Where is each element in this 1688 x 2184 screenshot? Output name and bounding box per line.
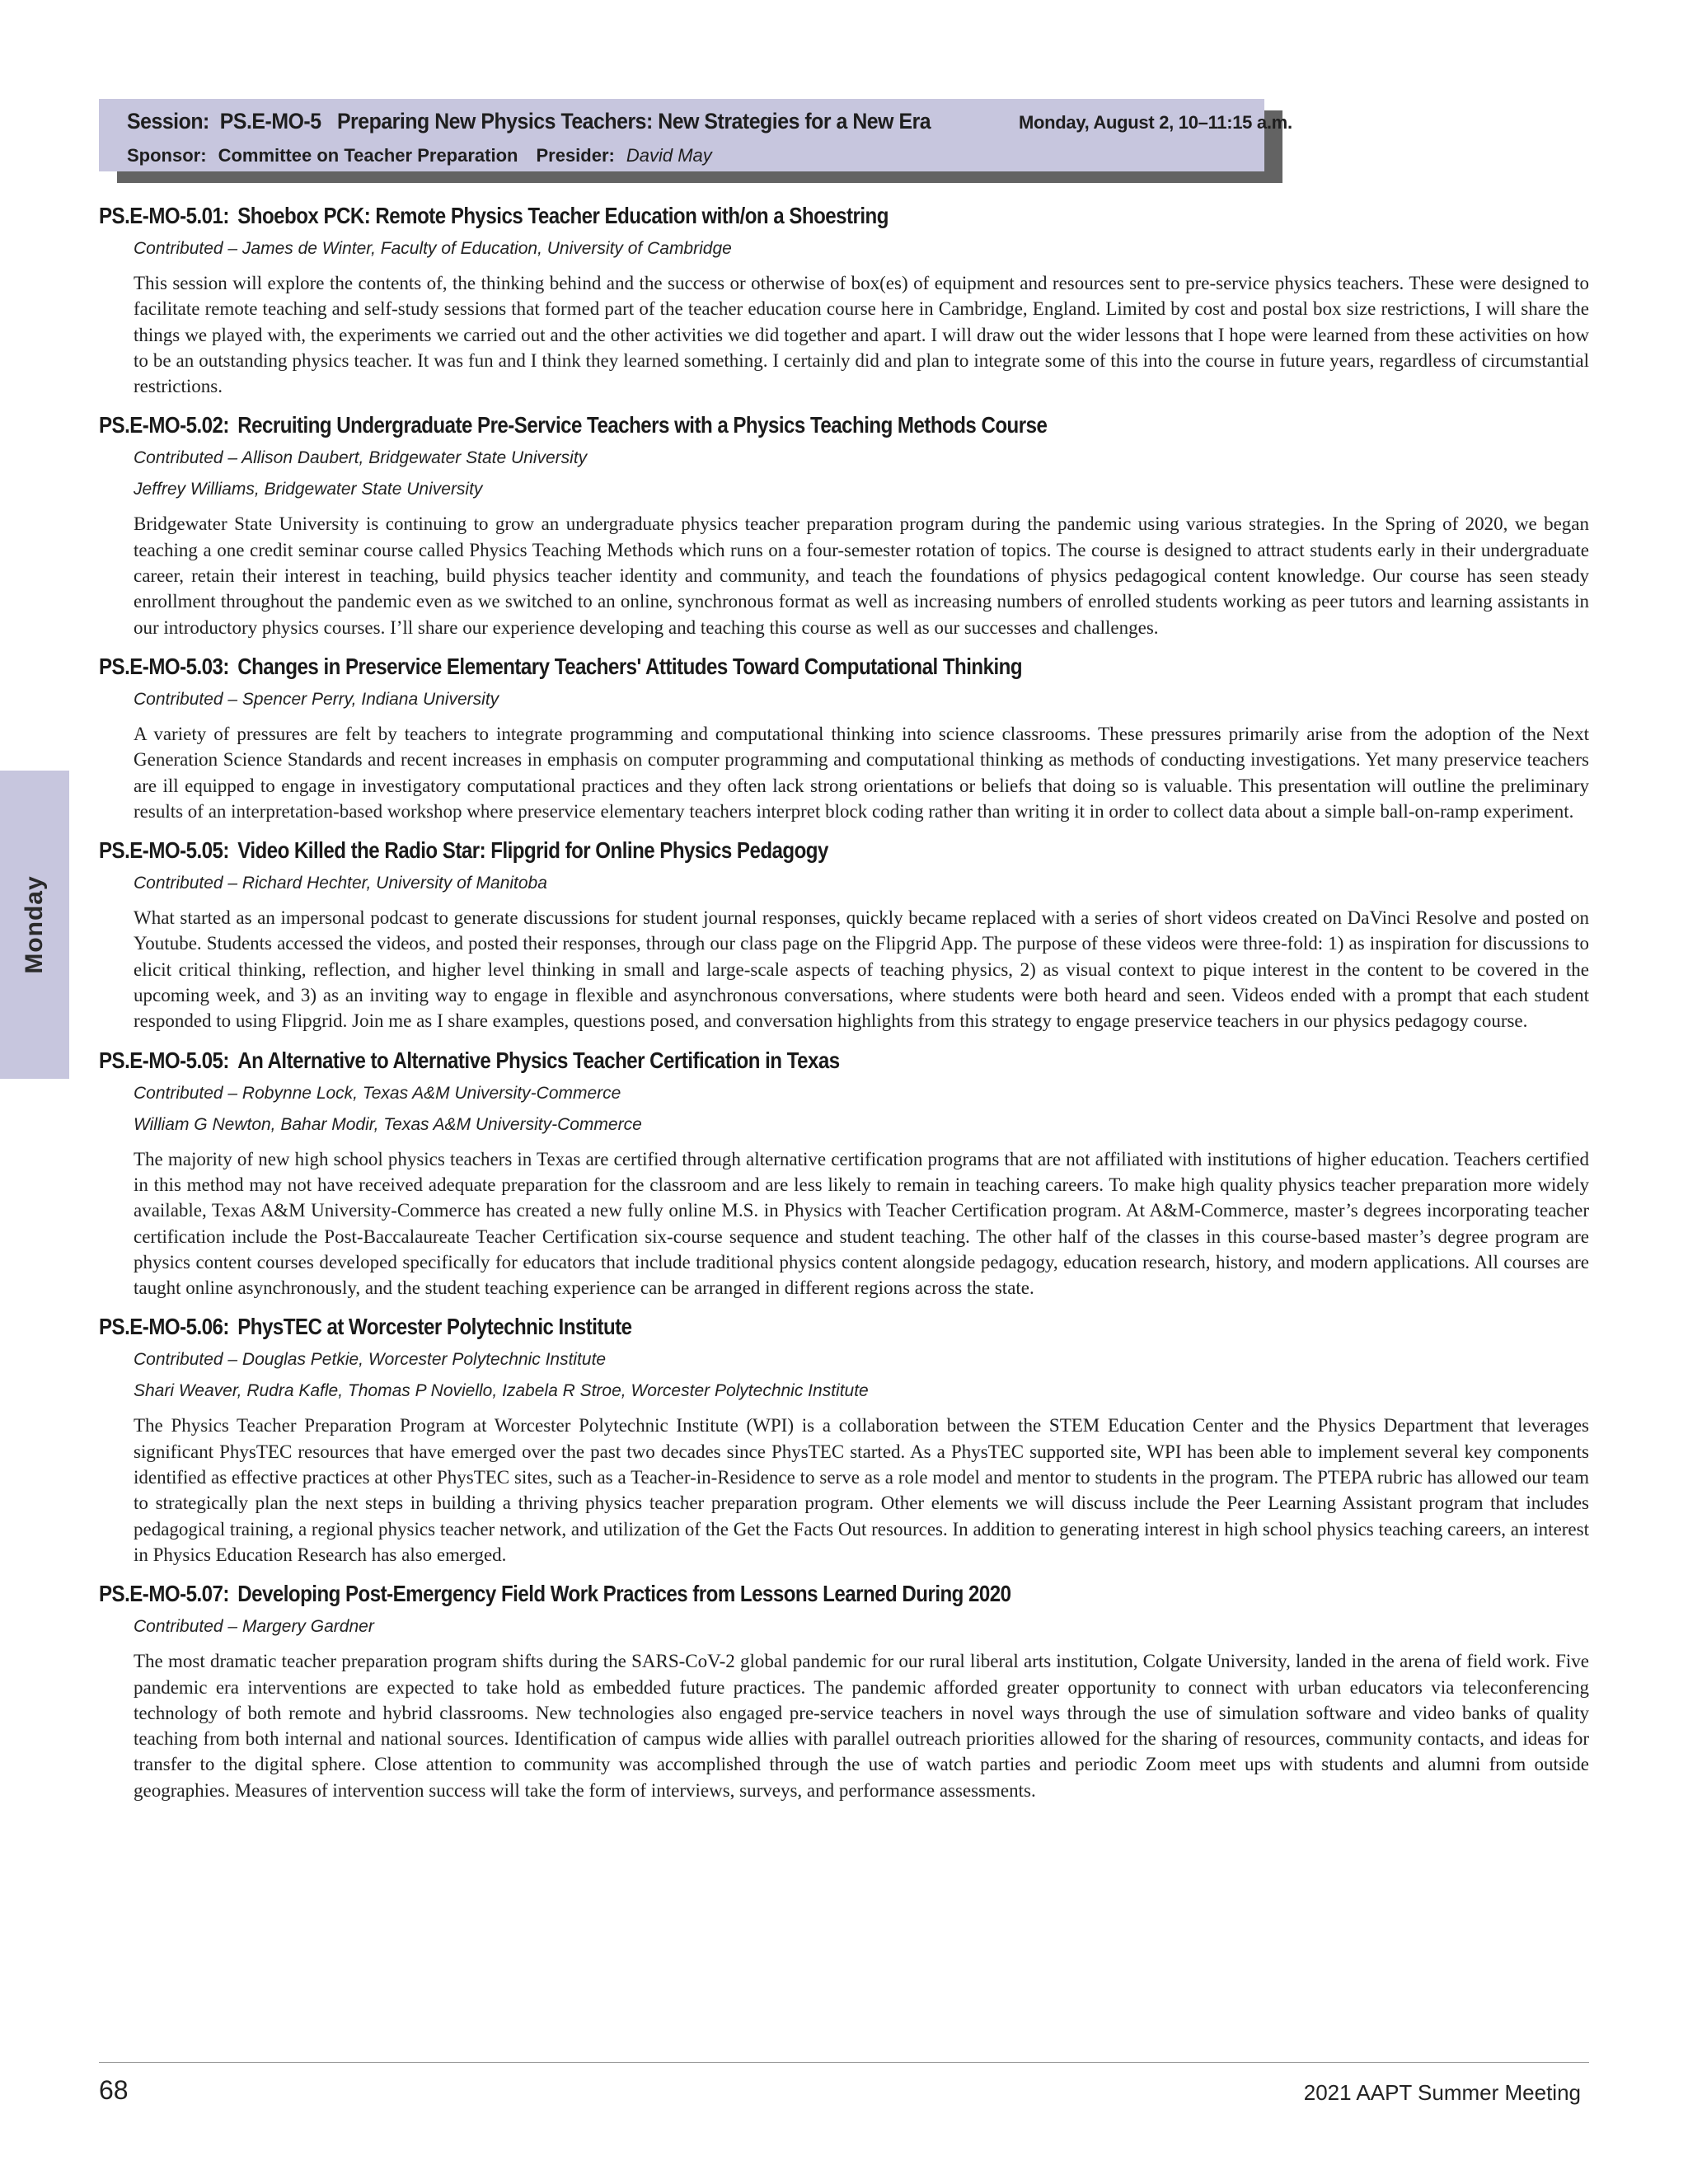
abstract-title-text: Developing Post-Emergency Field Work Practices from Lessons Learned During 2020 — [237, 1581, 1011, 1607]
abstract-title — [99, 1314, 1381, 1340]
abstract-title — [99, 203, 1381, 229]
abstract-title-text: Shoebox PCK: Remote Physics Teacher Education with/on a Shoestring — [237, 203, 889, 228]
abstract-code: PS.E-MO-5.06: — [99, 1314, 229, 1340]
presider-name: David May — [626, 145, 712, 166]
abstract-entry — [99, 1047, 1589, 1301]
abstract-entry — [99, 412, 1589, 640]
abstract-code: PS.E-MO-5.02: — [99, 412, 229, 438]
abstract-author: Contributed – Douglas Petkie, Worcester Polytechnic Institute — [134, 1350, 607, 1370]
abstract-code: PS.E-MO-5.01: — [99, 203, 229, 228]
session-title-line — [127, 109, 1292, 134]
meeting-name: 2021 AAPT Summer Meeting — [1303, 2080, 1581, 2105]
session-header — [99, 99, 1292, 171]
abstract-title — [99, 1581, 1381, 1607]
abstract-code: PS.E-MO-5.05: — [99, 1047, 229, 1073]
abstract-body: What started as an impersonal podcast to generate discussions for student journal responses, quickly became replaced with a series of short videos created on DaVinci Resolve and posted on Youtube. Students accessed the videos, and posted their responses, through our class page on the Flipgrid App. The purpose of these videos were three-fold: 1) as inspiration for discussions to elicit critical thinking, reflection, and higher level thinking in small and large-scale aspects of teaching physics, 2) as visual context to pique interest in the content to be covered in the upcoming week, and 3) as an inviting way to engage in flexible and asynchronous conversations, where students were both heard and seen. Videos ended with a prompt that each student responded to using Flipgrid. Join me as I share examples, questions posed, and conversation highlights from this strategy to engage preservice teachers in our physics pedagogy course. — [134, 907, 1589, 1032]
day-side-tab — [0, 771, 69, 1079]
sponsor-name: Committee on Teacher Preparation — [218, 145, 518, 166]
abstract-title — [99, 1047, 1381, 1074]
abstract-author: Contributed – Margery Gardner — [134, 1617, 374, 1637]
abstract-title-text: Video Killed the Radio Star: Flipgrid for Online Physics Pedagogy — [237, 837, 828, 864]
session-sponsor-line — [127, 145, 712, 166]
abstract-list — [99, 203, 1589, 1816]
presider-label: Presider: — [536, 145, 615, 166]
abstract-title-text: PhysTEC at Worcester Polytechnic Institute — [237, 1314, 632, 1340]
footer-rule — [99, 2062, 1589, 2063]
abstract-title — [99, 837, 1381, 864]
abstract-body: This session will explore the contents of, the thinking behind and the success or otherwise of box(es) of equipment and resources sent to pre-service physics teachers. These were designed to facilitate remote teaching and self-study sessions that formed part of the teacher education course here in Cambridge, England. Limited by cost and postal box size restrictions, I will share the things we played with, the experiments we carried out and the other activities we did together and apart. I will draw out the wider lessons that I hope were learned from these activities on how to be an outstanding physics teacher. It was fun and I think they learned something. I certainly did and plan to integrate some of this into the course in future years, regardless of circumstantial restrictions. — [134, 273, 1589, 397]
abstract-entry — [99, 1581, 1589, 1803]
abstract-body: A variety of pressures are felt by teachers to integrate programming and computational thinking into science classrooms. These pressures primarily arise from the adoption of the Next Generation Science Standards and recent increases in emphasis on computer programming and computational thinking as methods of conducting investigations. Yet many preservice teachers are ill equipped to engage in investigatory computational practices and they often lack strong orientations or beliefs that doing so is valuable. This presentation will outline the preliminary results of an interpretation-based workshop where preservice elementary teachers interpret block coding rather than writing it in order to collect data about a simple ball-on-ramp experiment. — [134, 723, 1589, 822]
abstract-author: Contributed – Spencer Perry, Indiana University — [134, 689, 499, 709]
abstract-author: Contributed – Richard Hechter, University of Manitoba — [134, 874, 547, 893]
abstract-body: The most dramatic teacher preparation program shifts during the SARS-CoV-2 global pandemic for our rural liberal arts institution, Colgate University, landed in the arena of field work. Five pandemic era interventions are expected to take hold as embedded future practices. The pandemic afforded greater opportunity to connect with urban educators via teleconferencing technology of both remote and hybrid classrooms. New technologies also engaged pre-service teachers in novel ways through the use of simulation software and video banks of quality teaching from both internal and national sources. Identification of campus wide allies with parallel outreach priorities allowed for the sharing of resources, community contacts, and ideas for transfer to the digital sphere. Close attention to community was accomplished through the use of watch parties and periodic Zoom meet ups with students and alumni from outside geographies. Measures of intervention success will take the form of interviews, surveys, and performance assessments. — [134, 1651, 1589, 1801]
abstract-title-text: An Alternative to Alternative Physics Teacher Certification in Texas — [237, 1047, 840, 1073]
session-datetime: Monday, August 2, 10–11:15 a.m. — [1018, 112, 1292, 133]
abstract-entry — [99, 1314, 1589, 1568]
abstract-body: The majority of new high school physics teachers in Texas are certified through alternative certification programs that are not affiliated with institutions of higher education. Teachers certified in this method may not have received adequate preparation for the classroom and are less likely to remain in teaching careers. To make high quality physics teacher preparation more widely available, Texas A&M University-Commerce has created a new fully online M.S. in Physics with Teacher Certification program. At A&M-Commerce, master’s degrees incorporating teacher certification include the Post-Baccalaureate Teacher Certification six-course sequence and student teaching. The other half of the classes in this course-based master’s degree program are physics content courses developed specifically for educators that include traditional physics content alongside pedagogy, education research, history, and modern applications. All courses are taught online asynchronously, and the student teaching experience can be arranged in different regions across the state. — [134, 1148, 1589, 1299]
abstract-code: PS.E-MO-5.03: — [99, 653, 229, 679]
abstract-code: PS.E-MO-5.05: — [99, 837, 229, 864]
abstract-entry — [99, 654, 1589, 824]
abstract-author: Shari Weaver, Rudra Kafle, Thomas P Noviello, Izabela R Stroe, Worcester Polytechnic Institute — [134, 1381, 869, 1401]
session-title: Session: PS.E-MO-5 Preparing New Physics Teachers: New Strategies for a New Era — [127, 109, 931, 134]
abstract-entry — [99, 203, 1589, 399]
abstract-title-text: Recruiting Undergraduate Pre-Service Teachers with a Physics Teaching Methods Course — [237, 412, 1048, 438]
sponsor-label: Sponsor: — [127, 145, 207, 166]
abstract-title — [99, 412, 1381, 438]
abstract-author: Contributed – Robynne Lock, Texas A&M University-Commerce — [134, 1083, 621, 1103]
abstract-author: William G Newton, Bahar Modir, Texas A&M University-Commerce — [134, 1114, 642, 1134]
abstract-body: The Physics Teacher Preparation Program at Worcester Polytechnic Institute (WPI) is a collaboration between the STEM Education Center and the Physics Department that leverages significant PhysTEC resources that have emerged over the past two decades since PhysTEC started. As a PhysTEC supported site, WPI has been able to implement several key components identified as effective practices at other PhysTEC sites, such as a Teacher-in-Residence to serve as a role model and mentor to students in the program. The PTEPA rubric has allowed our team to strategically plan the next steps in building a thriving physics teacher preparation program. Other elements we will discuss include the Peer Learning Assistant program that includes pedagogical training, a regional physics teacher network, and utilization of the Get the Facts Out resources. In addition to generating interest in high school physics teaching careers, an interest in Physics Education Research has also emerged. — [134, 1415, 1589, 1565]
abstract-author: Contributed – Allison Daubert, Bridgewater State University — [134, 448, 588, 468]
abstract-body: Bridgewater State University is continuing to grow an undergraduate physics teacher preparation program during the pandemic using various strategies. In the Spring of 2020, we began teaching a one credit seminar course called Physics Teaching Methods which runs on a four-semester rotation of topics. The course is designed to attract students early in their undergraduate career, retain their interest in teaching, build physics teacher identity and community, and teach the foundations of physics pedagogical content knowledge. Our course has seen steady enrollment throughout the pandemic even as we switched to an online, synchronous format as well as increasing numbers of enrolled students working as peer tutors and learning assistants in our introductory physics courses. I’ll share our experience developing and teaching this course as well as our successes and challenges. — [134, 513, 1589, 638]
day-side-tab-label: Monday — [21, 875, 48, 974]
abstract-title-text: Changes in Preservice Elementary Teachers' Attitudes Toward Computational Thinking — [237, 653, 1023, 679]
abstract-author: Jeffrey Williams, Bridgewater State University — [134, 480, 483, 499]
abstract-title — [99, 654, 1381, 680]
abstract-author: Contributed – James de Winter, Faculty of Education, University of Cambridge — [134, 239, 732, 258]
abstract-entry — [99, 837, 1589, 1033]
page-number: 68 — [99, 2075, 129, 2105]
abstract-code: PS.E-MO-5.07: — [99, 1581, 229, 1607]
